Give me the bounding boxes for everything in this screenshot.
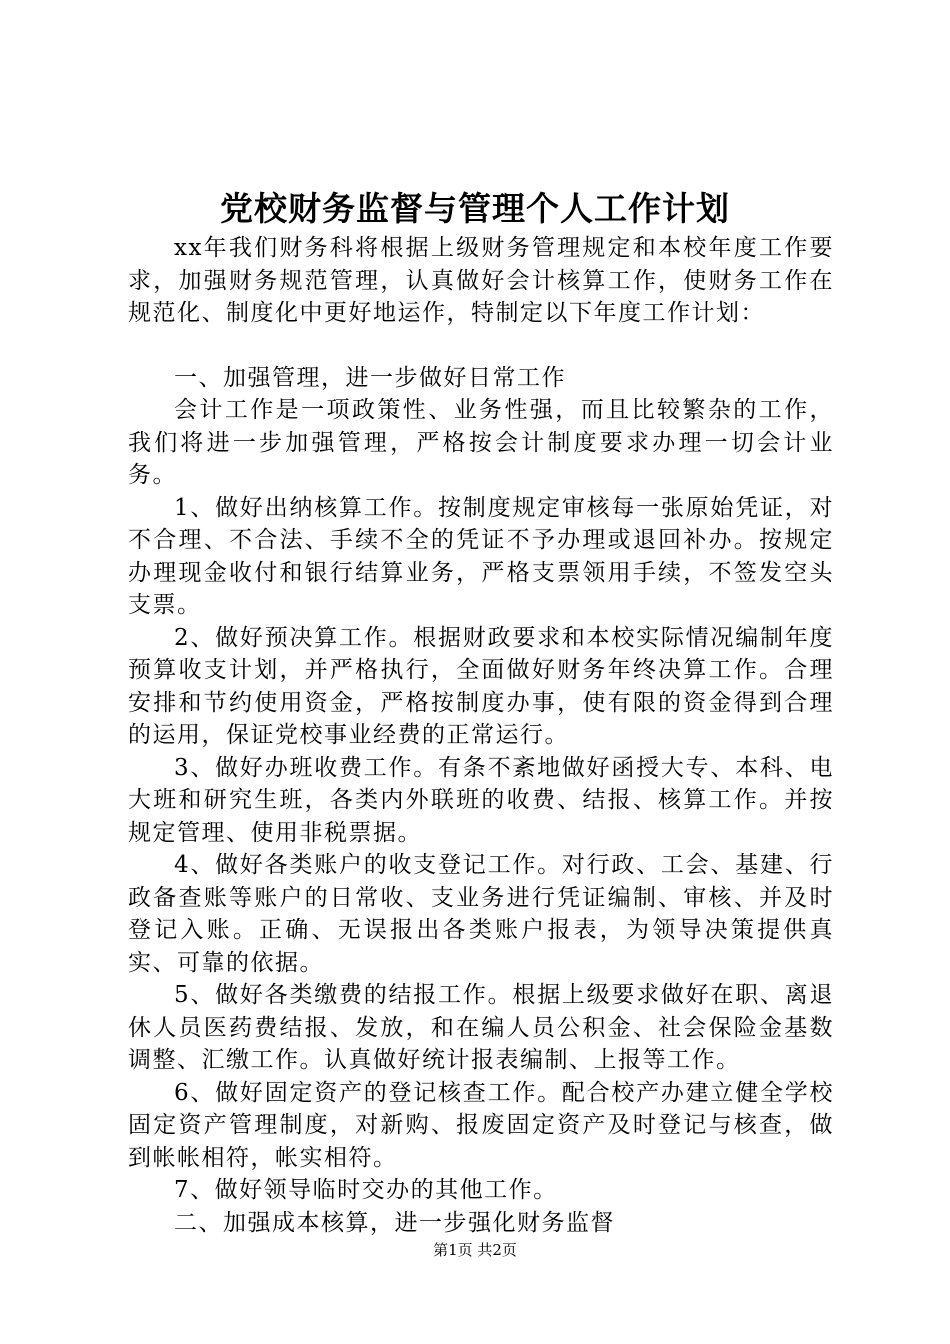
document-title: 党校财务监督与管理个人工作计划 [220,189,730,228]
item-2: 2、做好预决算工作。根据财政要求和本校实际情况编制年度预算收支计划，并严格执行，全面做好财务年终决算工作。合理安排和节约使用资金，严格按制度办事，使有限的资金得到合理的运用，保证党校事业经费的正常运行。 [128,624,834,748]
item-7: 7、做好领导临时交办的其他工作。 [174,1177,558,1203]
page-footer: 第1页 共2页 [433,1241,517,1259]
item-5: 5、做好各类缴费的结报工作。根据上级要求做好在职、离退休人员医药费结报、发放，和在编人员公积金、社会保险金基数调整、汇缴工作。认真做好统计报表编制、上报等工作。 [128,982,834,1073]
item-1: 1、做好出纳核算工作。按制度规定审核每一张原始凭证，对不合理、不合法、手续不全的凭证不予办理或退回补办。按规定办理现金收付和银行结算业务，严格支票领用手续，不签发空头支票。 [128,494,834,618]
item-3: 3、做好办班收费工作。有条不紊地做好函授大专、本科、电大班和研究生班，各类内外联班的收费、结报、核算工作。并按规定管理、使用非税票据。 [128,754,834,846]
item-6: 6、做好固定资产的登记核查工作。配合校产办建立健全学校固定资产管理制度，对新购、报废固定资产及时登记与核查，做到帐帐相符，帐实相符。 [128,1079,834,1171]
item-4: 4、做好各类账户的收支登记工作。对行政、工会、基建、行政备查账等账户的日常收、支业务进行凭证编制、审核、并及时登记入账。正确、无误报出各类账户报表，为领导决策提供真实、可靠的依据。 [128,852,834,976]
intro-paragraph: xx年我们财务科将根据上级财务管理规定和本校年度工作要求，加强财务规范管理，认真做好会计核算工作，使财务工作在规范化、制度化中更好地运作，特制定以下年度工作计划： [128,235,834,326]
document-body [128,232,834,1239]
blank-line [128,330,834,362]
section-heading-1: 一、加强管理，进一步做好日常工作 [174,364,566,391]
section-1-intro: 会计工作是一项政策性、业务性强，而且比较繁杂的工作，我们将进一步加强管理，严格按会计制度要求办理一切会计业务。 [128,397,834,488]
section-heading-2: 二、加强成本核算，进一步强化财务监督 [174,1209,615,1236]
